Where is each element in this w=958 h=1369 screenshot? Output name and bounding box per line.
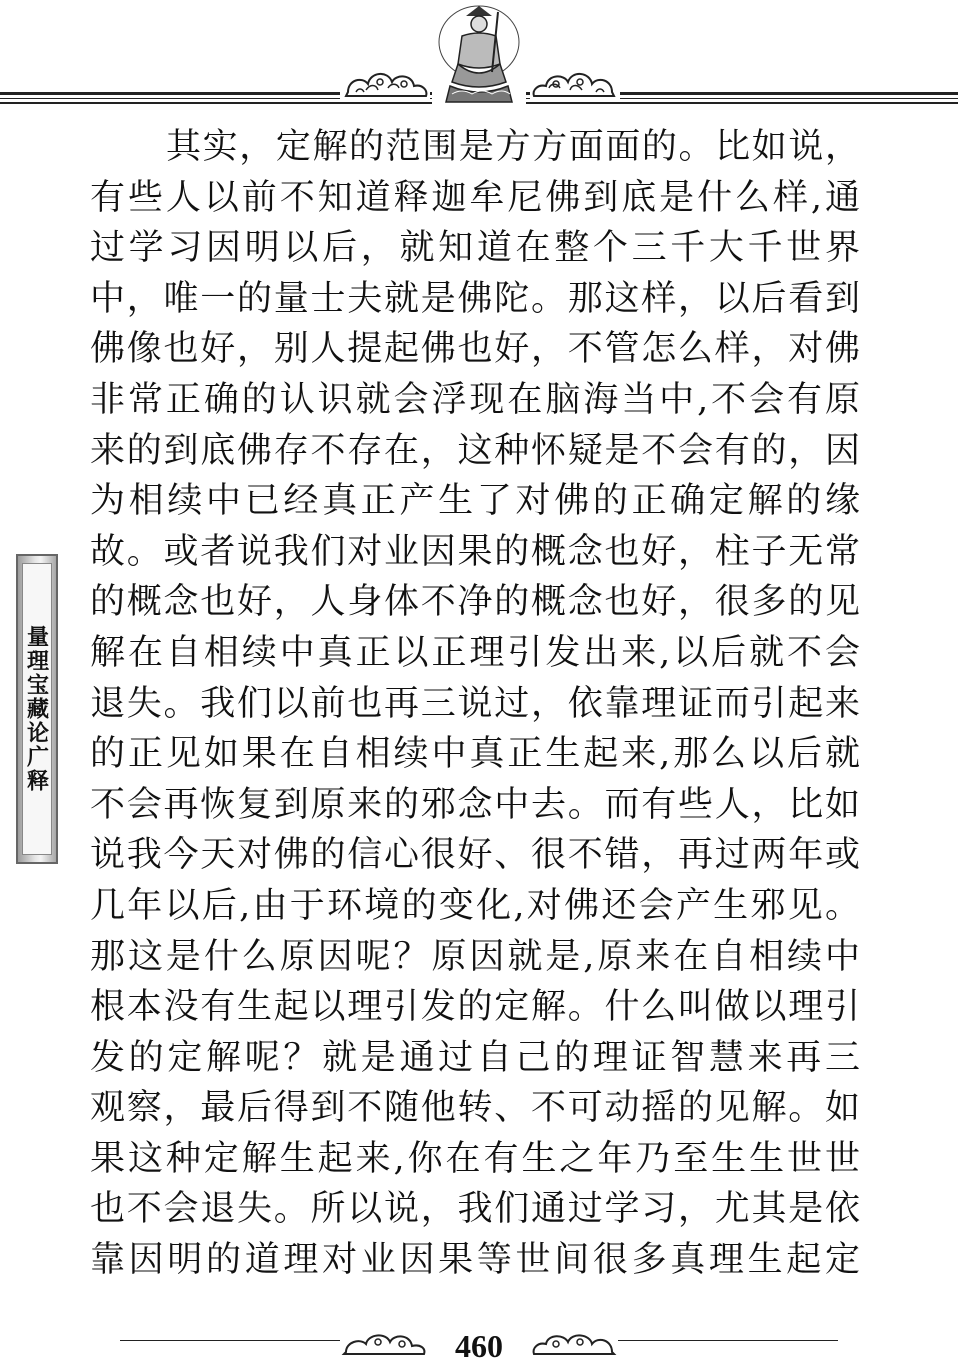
text-line: 根本没有生起以理引发的定解。什么叫做以理引 <box>90 987 860 1028</box>
text-line: 果这种定解生起来,你在有生之年乃至生生世世 <box>90 1138 860 1179</box>
side-tab-title: 量理宝藏论广释 <box>23 625 50 793</box>
text-line: 中，唯一的量士夫就是佛陀。那这样，以后看到 <box>90 278 860 319</box>
text-line: 那这是什么原因呢？原因就是,原来在自相续中 <box>90 936 860 977</box>
text-line: 靠因明的道理对业因果等世间很多真理生起定 <box>90 1240 860 1281</box>
text-line: 也不会退失。所以说，我们通过学习，尤其是依 <box>90 1189 860 1230</box>
text-line: 佛像也好，别人提起佛也好，不管怎么样，对佛 <box>90 329 860 370</box>
text-line: 非常正确的认识就会浮现在脑海当中,不会有原 <box>90 379 860 420</box>
cloud-ornament-icon <box>340 62 430 102</box>
text-line: 来的到底佛存不存在，这种怀疑是不会有的，因 <box>90 430 860 471</box>
text-line: 过学习因明以后，就知道在整个三千大千世界 <box>90 228 860 269</box>
text-line: 几年以后,由于环境的变化,对佛还会产生邪见。 <box>90 885 860 926</box>
text-line: 的概念也好，人身体不净的概念也好，很多的见 <box>90 582 860 623</box>
text-line: 为相续中已经真正产生了对佛的正确定解的缘 <box>90 481 860 522</box>
text-line: 发的定解呢？就是通过自己的理证智慧来再三 <box>90 1037 860 1078</box>
page-number: 460 <box>455 1328 503 1364</box>
body-text <box>90 122 860 1286</box>
text-line: 退失。我们以前也再三说过，依靠理证而引起来 <box>90 683 860 724</box>
text-line: 不会再恢复到原来的邪念中去。而有些人，比如 <box>90 784 860 825</box>
text-line: 解在自相续中真正以正理引发出来,以后就不会 <box>90 632 860 673</box>
text-line: 其实，定解的范围是方方面面的。比如说， <box>166 127 860 167</box>
deity-figure-icon <box>432 2 526 106</box>
side-tab <box>16 554 58 864</box>
text-line: 说我今天对佛的信心很好、很不错，再过两年或 <box>90 835 860 876</box>
cloud-ornament-icon <box>530 1324 618 1358</box>
cloud-ornament-icon <box>340 1324 428 1358</box>
footer-rule-left <box>120 1340 340 1341</box>
side-tab-inner <box>22 563 52 855</box>
text-line: 观察，最后得到不随他转、不可动摇的见解。如 <box>90 1088 860 1129</box>
text-line: 的正见如果在自相续中真正生起来,那么以后就 <box>90 734 860 775</box>
text-line: 有些人以前不知道释迦牟尼佛到底是什么样,通 <box>90 177 860 218</box>
footer-rule-right <box>618 1340 838 1341</box>
cloud-ornament-icon <box>530 62 620 102</box>
text-line: 故。或者说我们对业因果的概念也好，柱子无常 <box>90 531 860 572</box>
